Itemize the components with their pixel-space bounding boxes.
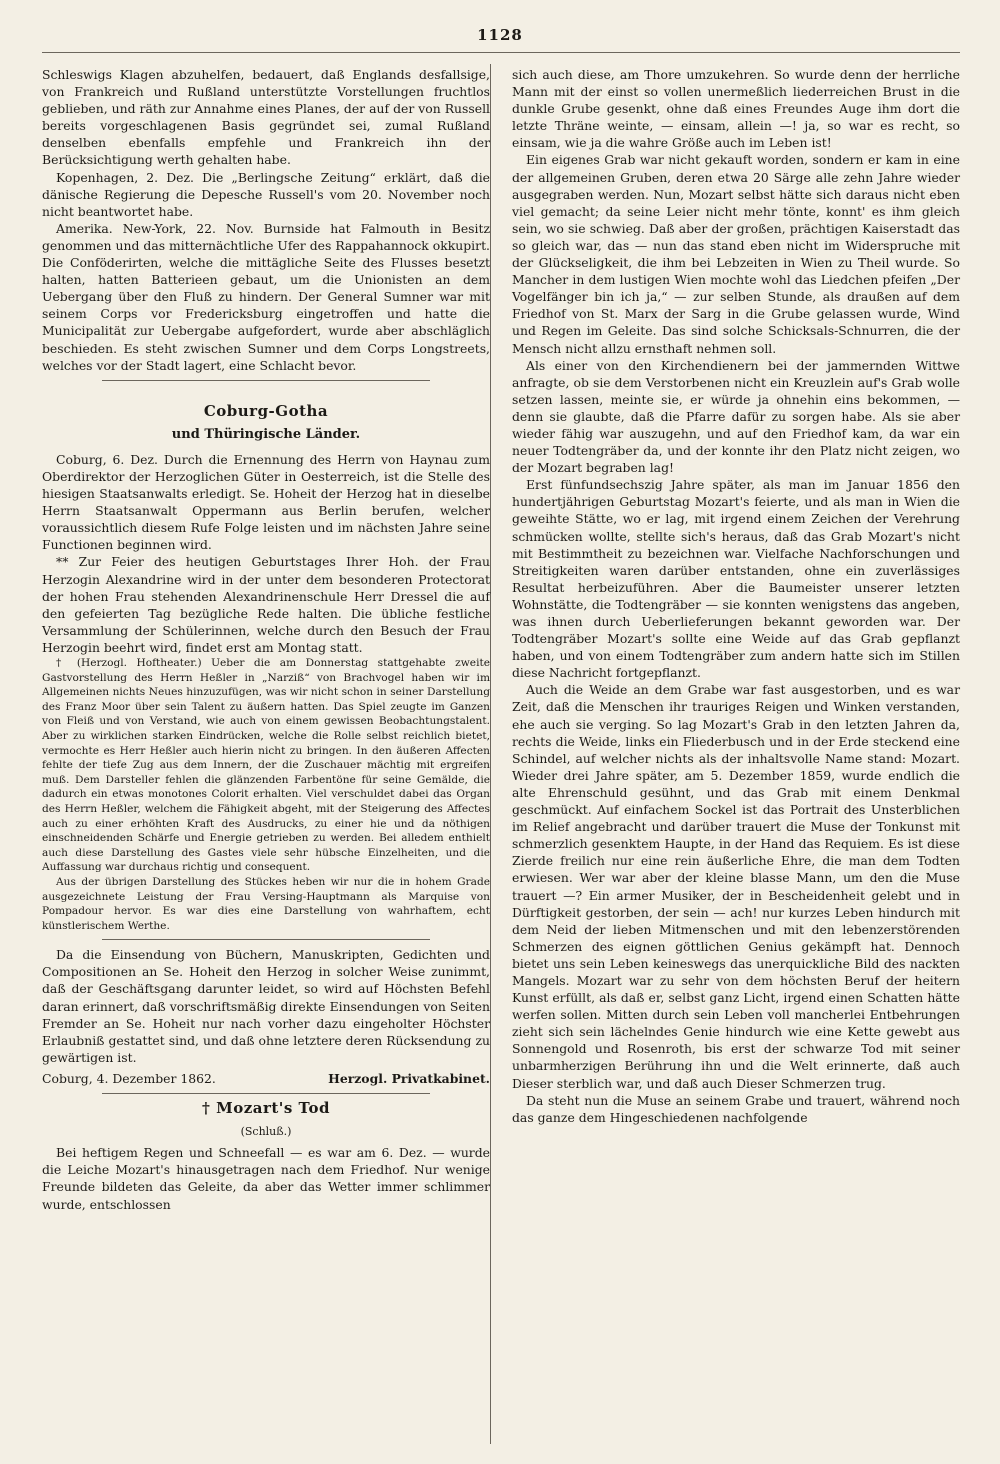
paragraph-mozart-1: Bei heftigem Regen und Schneefall — es war am 6. Dez. — wurde die Leiche Mozart's hinausgetragen nach dem Friedhof. Nur wenige Freunde bildeten das Geleite, da aber das Wetter immer schlimmer wurde, entschlossen: [42, 1145, 490, 1212]
article-rule: [102, 1093, 430, 1094]
paragraph-kopenhagen: Kopenhagen, 2. Dez. Die „Berlingsche Zeitung“ erklärt, daß die dänische Regierung die Depesche Russell's vom 20. November noch nicht beantwortet habe.: [42, 169, 490, 219]
left-column: [42, 66, 490, 1213]
signature-place-date: Coburg, 4. Dezember 1862.: [42, 1070, 216, 1086]
notice-rule: [102, 939, 430, 940]
paragraph-einsendung-notice: Da die Einsendung von Büchern, Manuskripten, Gedichten und Compositionen an Se. Hoheit den Herzog in solcher Weise zunimmt, daß der Geschäftsgang darunter leidet, so wird auf Höchsten Befehl daran erinnert, daß vorschriftsmäßig direkte Einsendungen von Seiten Fremder an Se. Hoheit nur nach vorher dazu eingeholter Höchster Erlaubniß gestattet sind, und daß ohne letztere deren Rücksendung zu gewärtigen ist.: [42, 947, 490, 1065]
paragraph-amerika: Amerika. New-York, 22. Nov. Burnside hat Falmouth in Besitz genommen und das mitternächtliche Ufer des Rappahannock okkupirt. Die Conföderirten, welche die mittägliche Seite des Flusses besetzt halten, hatten Batterieen gebaut, um die Unionisten an dem Uebergang über den Fluß zu hindern. Der General Sumner war mit seinem Corps vor Fredericksburg eingetroffen und hatte die Municipalität zur Uebergabe aufgefordert, wurde aber abschläglich beschieden. Es steht zwischen Sumner und dem Corps Longstreets, welches vor der Stadt lagert, eine Schlacht bevor.: [42, 220, 490, 373]
article-title-mozarts-tod: † Mozart's Tod: [202, 1099, 330, 1118]
signature-office: Herzogl. Privatkabinet.: [328, 1070, 490, 1086]
paragraph-mozart-3: Ein eigenes Grab war nicht gekauft worden, sondern er kam in eine der allgemeinen Gruben, deren etwa 20 Särge alle zehn Jahre wieder ausgegraben werden. Nun, Mozart selbst hätte sich daraus nicht eben viel gemacht; da seine Leier nicht mehr tönte, konnt' es ihm gleich sein, wo sie schwieg. Daß aber der großen, prächtigen Kaiserstadt das so gleich war, das — nun das stand eben nicht im Widerspruche mit der Glückseligkeit, die ihm bei Lebzeiten in Wien zu Theil wurde. So Mancher in dem lustigen Wien mochte wohl das Liedchen pfeifen „Der Vogelfänger bin ich ja,“ — zur selben Stunde, als draußen auf dem Friedhof von St. Marx der Sarg in die Grube gelassen wurde, Wind und Regen im Geleite. Das sind solche Schicksals-Schnurren, die der Mensch nicht allzu ernsthaft nehmen soll.: [512, 152, 960, 356]
paragraph-schleswig: Schleswigs Klagen abzuhelfen, bedauert, daß Englands desfallsige, von Frankreich und Rußland unterstützte Vorstellungen fruchtlos geblieben, und räth zur Annahme eines Planes, der auf der von Russell bereits vorgeschlagenen Basis gegründet sei, zumal Rußland denselben ebenfalls empfehle und Frankreich ihn der Berücksichtigung werth gehalten habe.: [42, 67, 490, 168]
paragraph-coburg-news: Coburg, 6. Dez. Durch die Ernennung des Herrn von Haynau zum Oberdirektor der Herzoglichen Güter in Oesterreich, ist die Stelle des hiesigen Staatsanwalts erledigt. Se. Hoheit der Herzog hat in dieselbe Herrn Staatsanwalt Oppermann aus Berlin berufen, welcher voraussichtlich diesem Rufe Folge leisten und im nächsten Jahre seine Functionen beginnen wird.: [42, 451, 490, 553]
paragraph-mozart-2: sich auch diese, am Thore umzukehren. So wurde denn der herrliche Mann mit der einst so vollen unermeßlich liederreichen Brust in die dunkle Grube gesenkt, ohne daß eines Freundes Auge ihm dort die letzte Thräne weinte, — einsam, allein —! ja, so war es recht, so einsam, wie ja die wahre Größe auch im Leben ist!: [512, 67, 960, 151]
column-divider: [490, 64, 491, 1444]
paragraph-herzogin-birthday: ** Zur Feier des heutigen Geburtstages Ihrer Hoh. der Frau Herzogin Alexandrine wird in der unter dem besonderen Protectorat der hohen Frau stehenden Alexandrinenschule Herr Dressel die auf den gefeierten Tag bezügliche Rede halten. Die übliche festliche Versammlung der Schülerinnen, welche durch den Besuch der Frau Herzogin beehrt wird, findet erst am Montag statt.: [42, 554, 490, 655]
article-subtitle: (Schluß.): [240, 1125, 292, 1139]
right-column: [512, 66, 960, 1126]
header-rule: [42, 52, 960, 53]
paragraph-mozart-6: Auch die Weide an dem Grabe war fast ausgestorben, und es war Zeit, daß die Menschen ihr trauriges Reigen und Winken verstanden, ehe auch sie verging. So lag Mozart's Grab in den letzten Jahren da, rechts die Weide, links ein Fliederbusch und in der Erde steckend eine Schindel, auf welcher nichts als der inhaltsvolle Name stand: Mozart. Wieder drei Jahre später, am 5. Dezember 1859, wurde endlich die alte Ehrenschuld gesühnt, und das Grab mit einem Denkmal geschmückt. Auf einfachem Sockel ist das Portrait des Unsterblichen im Relief angebracht und darüber trauert die Muse der Tonkunst mit schmerzlich gesenktem Haupte, in der Hand das Requiem. Es ist diese Zierde freilich nur eine rein äußerliche Ehre, die man dem Todten erwiesen. Wer war aber der kleine blasse Mann, um den die Muse trauert —? Ein armer Musiker, der in Bescheidenheit gelebt und in Dürftigkeit gestorben, der sein — ach! nur kurzes Leben hindurch mit dem Neid der lieben Mitmenschen und mit den lebenzerstörenden Schmerzen des eignen göttlichen Genius gekämpft hat. Dennoch bietet uns sein Leben keineswegs das unerquickliche Bild des nackten Mangels. Mozart war zu sehr von dem höchsten Beruf der heitern Kunst erfüllt, als daß er, selbst ganz Licht, irgend einen Schatten hätte werfen sollen. Mitten durch sein Leben voll mancherlei Entbehrungen zieht sich sein lächelndes Genie hindurch wie eine Kette gewebt aus Sonnengold und Rosenroth, bis erst der schwarze Tod mit seiner unbarmherzigen Berührung ihn und die Welt erinnerte, daß auch Dieser sterblich war, und daß auch Dieser Schmerzen trug.: [512, 682, 960, 1091]
paragraph-hoftheater: † (Herzogl. Hoftheater.) Ueber die am Donnerstag stattgehabte zweite Gastvorstellung des Herrn Heßler in „Narziß“ von Brachvogel haben wir im Allgemeinen nichts Neues hinzuzufügen, was wir nicht schon in seiner Darstellung des Franz Moor über sein Talent zu äußern hatten. Das Spiel zeugte im Ganzen von Fleiß und von Verstand, wie auch von einem gewissen Beobachtungstalent. Aber zu wirklichen starken Eindrücken, welche die Rolle selbst reichlich bietet, vermochte es Herr Heßler auch hierin nicht zu bringen. In den äußeren Affecten fehlte der tiefe Zug aus dem Innern, der die Zuschauer mächtig mit ergreifen muß. Dem Darsteller fehlen die glänzenden Farbentöne für seine Gemälde, die dadurch ein etwas monotones Colorit erhalten. Viel verschuldet dabei das Organ des Herrn Heßler, welchem die Fähigkeit abgeht, mit der Steigerung des Affectes auch zu einer erhöhten Kraft des Ausdrucks, zu einer hie und da nöthigen einschneidenden Schärfe und Energie getrieben zu werden. Bei alledem enthielt auch diese Darstellung des Gastes viele sehr hübsche Einzelheiten, und die Auffassung war durchaus richtig und consequent.: [42, 657, 490, 874]
section-subheading: und Thüringische Länder.: [171, 426, 361, 442]
notice-signature: [42, 1070, 490, 1087]
paragraph-mozart-4: Als einer von den Kirchendienern bei der jammernden Wittwe anfragte, ob sie dem Verstorbenen nicht ein Kreuzlein auf's Grab wolle setzen lassen, meinte sie, er würde ja ohnehin eins bekommen, — denn sie glaubte, daß die Pfarre dafür zu sorgen habe. Als sie aber wieder fähig war auszugehn, und auf den Friedhof kam, da war ein neuer Todtengräber da, und der konnte ihr den Platz nicht zeigen, wo der Mozart begraben lag!: [512, 357, 960, 476]
section-rule: [102, 380, 430, 381]
section-heading-coburg-gotha: Coburg-Gotha: [203, 401, 329, 420]
paragraph-mozart-7: Da steht nun die Muse an seinem Grabe und trauert, während noch das ganze dem Hingeschiedenen nachfolgende: [512, 1092, 960, 1125]
page-number: 1128: [477, 26, 523, 44]
paragraph-mozart-5: Erst fünfundsechszig Jahre später, als man im Januar 1856 den hundertjährigen Geburtstag Mozart's feierte, und als man in Wien die geweihte Stätte, wo er lag, mit irgend einem Zeichen der Verehrung schmücken wollte, stellte sich's heraus, daß das Grab Mozart's nicht mit Bestimmtheit zu bezeichnen war. Vielfache Nachforschungen und Streitigkeiten waren darüber entstanden, ohne ein zuverlässiges Resultat herbeizuführen. Aber die Baumeister unserer letzten Wohnstätte, die Todtengräber — sie konnten wenigstens das angeben, was ihnen durch Ueberlieferungen bekannt geworden war. Der Todtengräber Mozart's sollte eine Weide auf das Grab gepflanzt haben, und von einem Todtengräber zum andern hatte sich im Stillen diese Nachricht fortgepflanzt.: [512, 477, 960, 681]
paragraph-theater-cont: Aus der übrigen Darstellung des Stückes heben wir nur die in hohem Grade ausgezeichnete Leistung der Frau Versing-Hauptmann als Marquise von Pompadour hervor. Es war dies eine Darstellung von wahrhaftem, echt künstlerischem Werthe.: [42, 875, 490, 932]
